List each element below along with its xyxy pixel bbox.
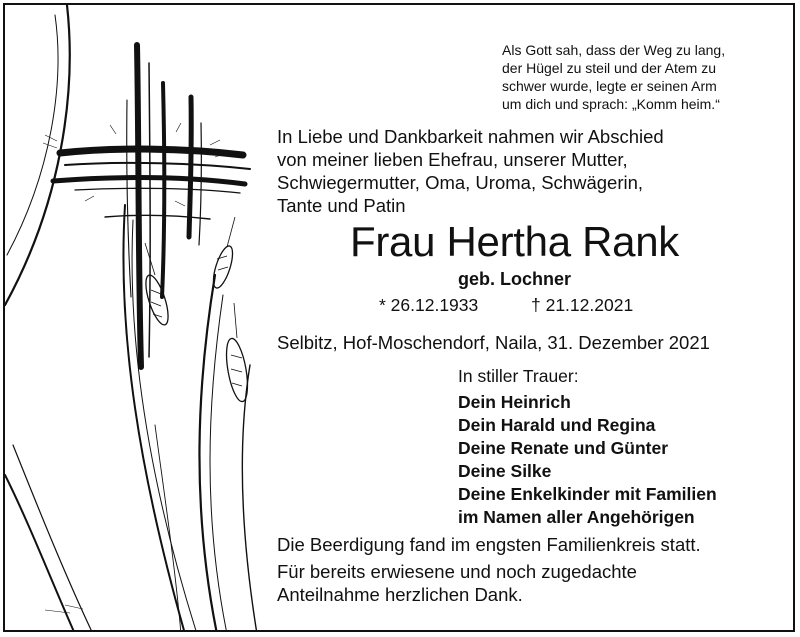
mourner-item: Deine Enkelkinder mit Familien <box>458 484 717 504</box>
mourner-item: im Namen aller Angehörigen <box>458 507 695 527</box>
thanks-line: Für bereits erwiesene und noch zugedachte <box>277 561 637 582</box>
quote-line: schwer wurde, legte er seinen Arm <box>502 78 717 94</box>
intro-line: In Liebe und Dankbarkeit nahmen wir Abschied <box>277 126 664 147</box>
mourners-list <box>458 391 788 529</box>
death-date: † 21.12.2021 <box>531 295 634 315</box>
closing-notice <box>277 533 777 606</box>
thanks-line: Anteilnahme herzlichen Dank. <box>277 584 523 605</box>
intro-line: von meiner lieben Ehefrau, unserer Mutter, <box>277 149 628 170</box>
quote-line: um dich und sprach: „Komm heim.“ <box>502 96 720 112</box>
funeral-note: Die Beerdigung fand im engsten Familienkreis statt. <box>277 534 701 555</box>
intro-line: Schwiegermutter, Oma, Uroma, Schwägerin, <box>277 172 644 193</box>
maiden-name: geb. Lochner <box>457 269 571 289</box>
intro-line: Tante und Patin <box>277 195 406 216</box>
place-and-date: Selbitz, Hof-Moschendorf, Naila, 31. Dezember 2021 <box>277 332 710 353</box>
mourners-heading: In stiller Trauer: <box>458 366 579 386</box>
birth-date: * 26.12.1933 <box>379 295 479 315</box>
mourner-item: Deine Renate und Günter <box>458 438 669 458</box>
mourner-item: Dein Heinrich <box>458 392 571 412</box>
quote-verse <box>502 41 787 113</box>
mourner-item: Dein Harald und Regina <box>458 415 656 435</box>
quote-line: der Hügel zu steil und der Atem zu <box>502 60 717 76</box>
farewell-intro <box>277 125 777 217</box>
obituary-card <box>3 3 795 632</box>
cross-wheat-illustration <box>5 5 275 632</box>
quote-line: Als Gott sah, dass der Weg zu lang, <box>502 42 726 58</box>
deceased-name: Frau Hertha Rank <box>349 218 679 265</box>
life-dates <box>379 293 679 317</box>
mourner-item: Deine Silke <box>458 461 552 481</box>
